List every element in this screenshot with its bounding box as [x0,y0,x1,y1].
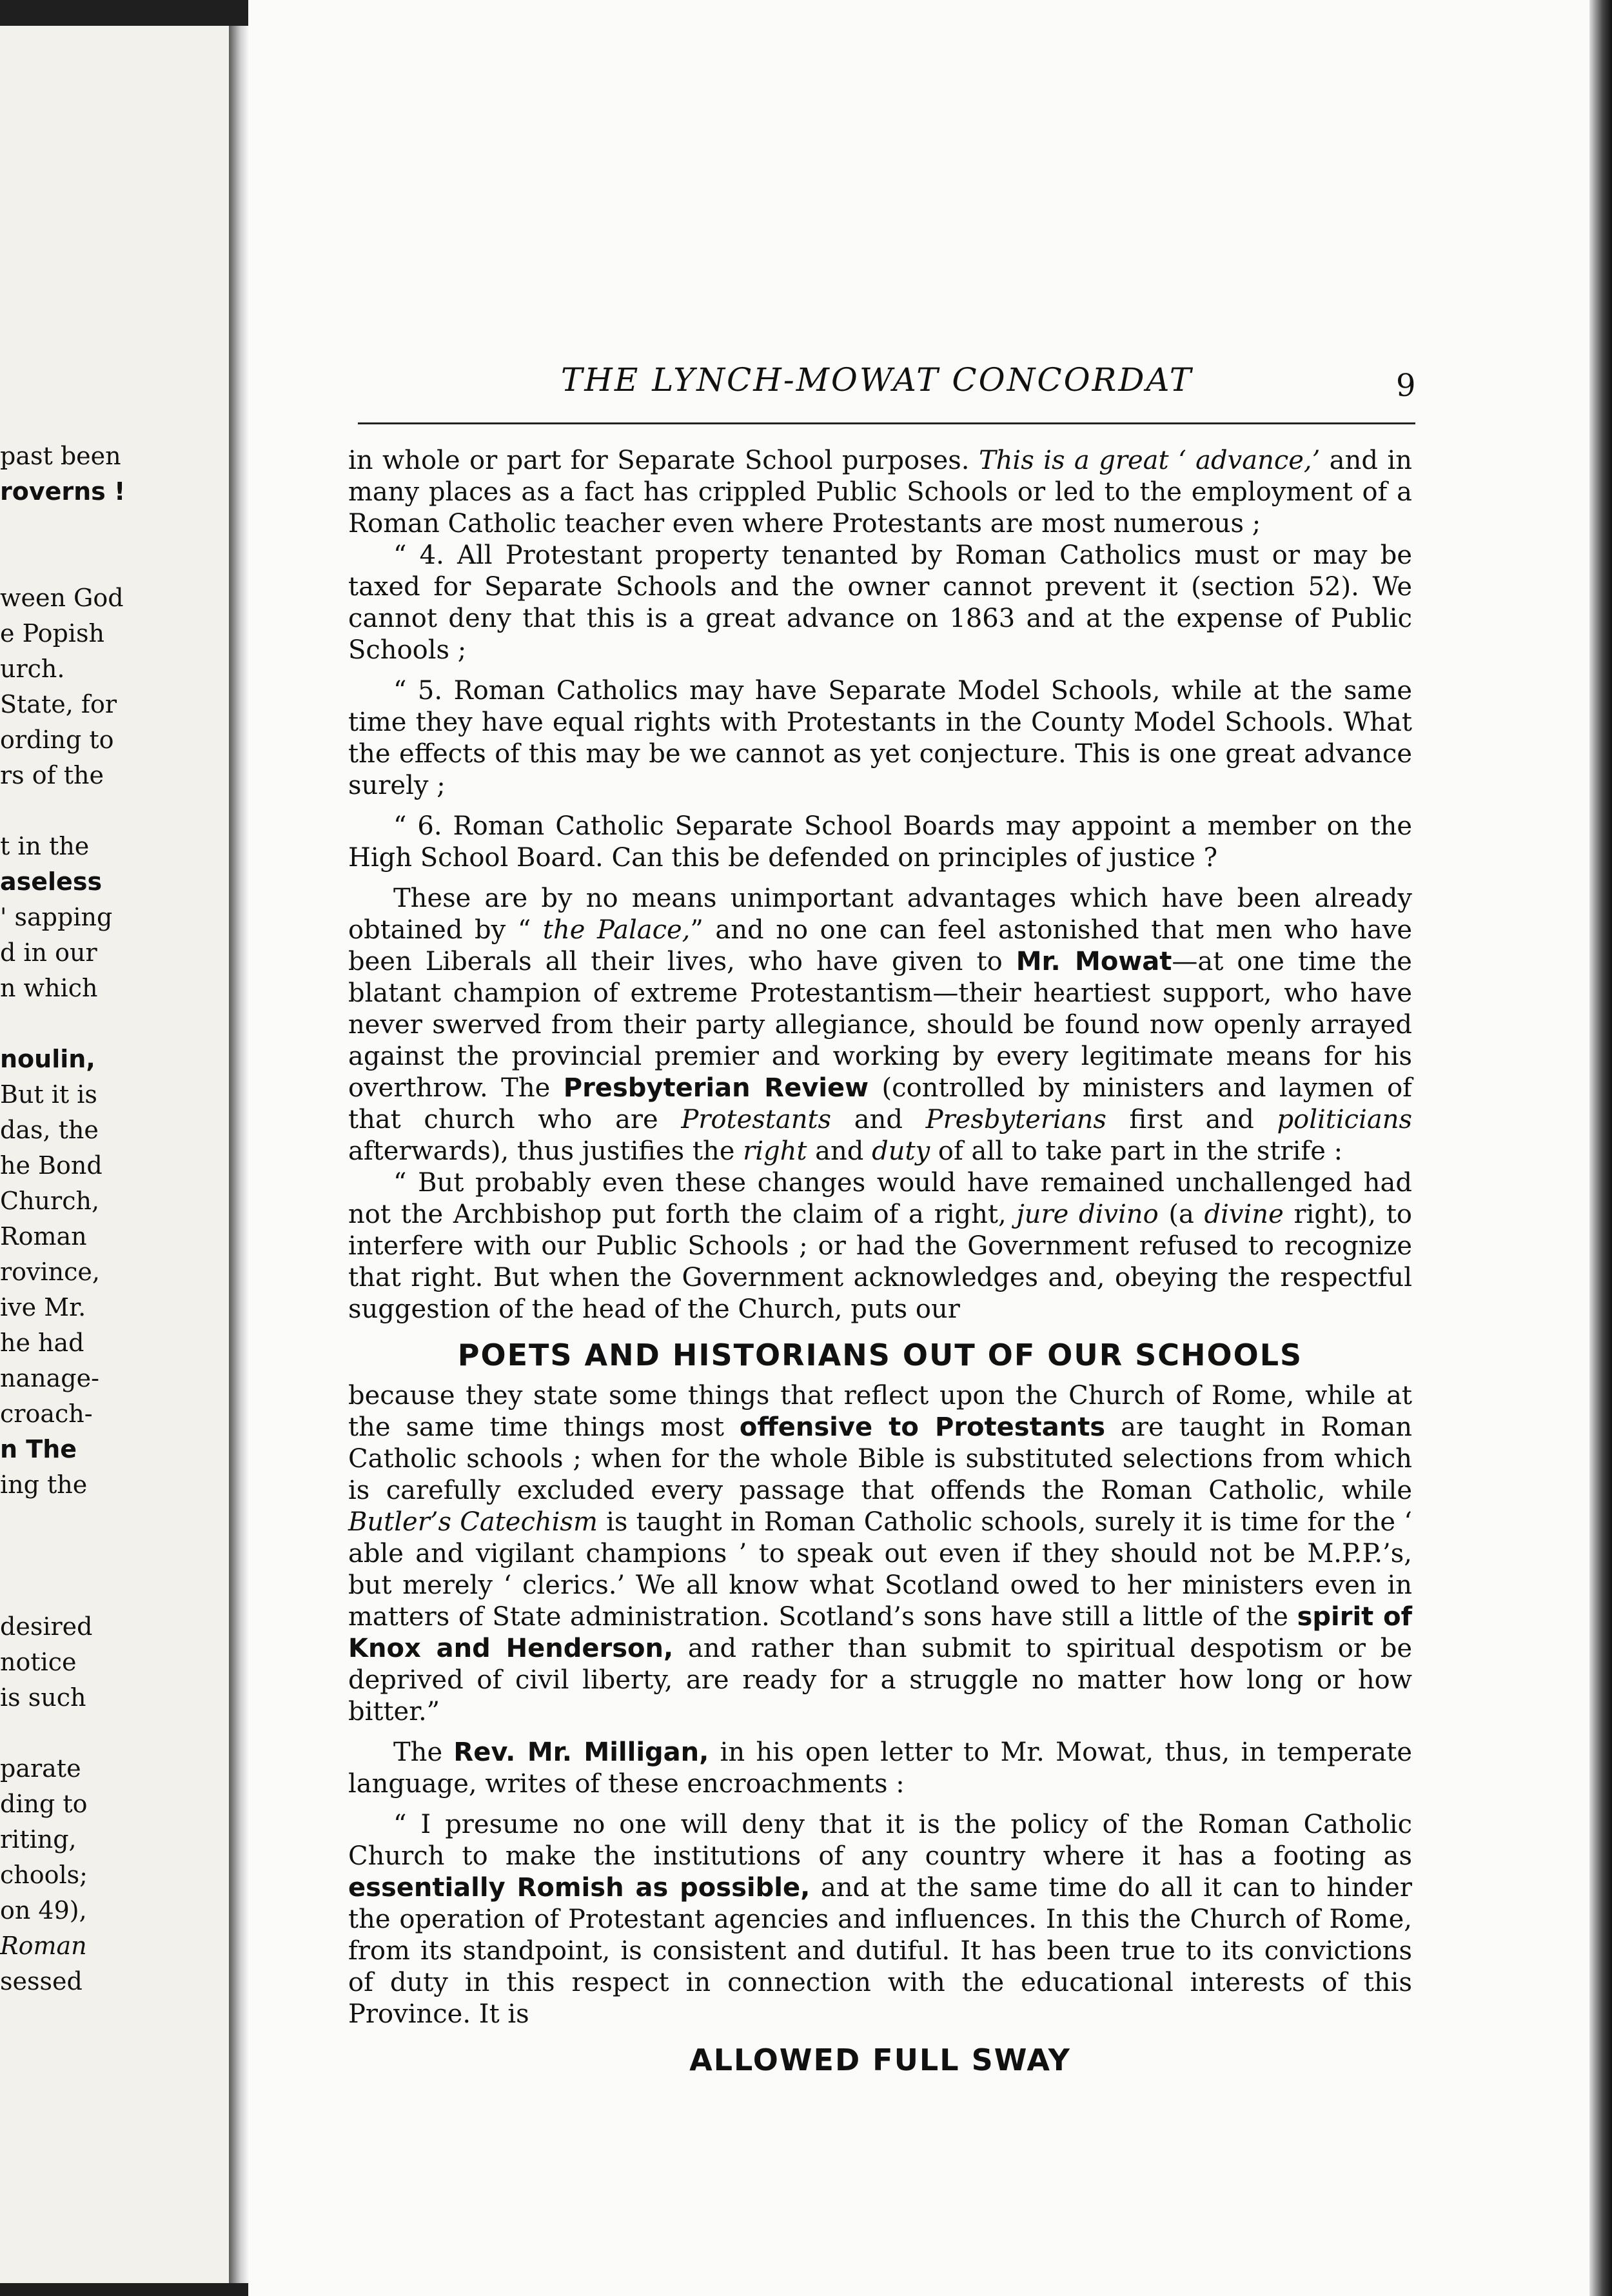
left-fragment-line: ive Mr. [0,1293,86,1321]
left-fragment-line: noulin, [0,1045,95,1073]
book-gutter [229,26,248,2283]
left-fragment-line: das, the [0,1116,99,1144]
left-fragment-line [0,1538,226,1574]
left-fragment-line [0,510,226,545]
left-fragment-line: rovince, [0,1258,100,1286]
left-fragment-line [0,1006,226,1042]
left-fragment-line: chools; [0,1861,88,1889]
left-fragment-line: on 49), [0,1896,87,1925]
left-fragment-line: past been [0,442,121,470]
left-fragment-line: Church, [0,1187,100,1215]
page-body [348,445,1412,2085]
paragraph-offensive: because they state some things that reflect upon the Church of Rome, while at the same time things most offensive to Protestants are taught in Roman Catholic schools ; when for the whole Bible is substituted selections from which is carefully excluded every passage that offends the Roman Catholic, while Butler’s Catechism is taught in Roman Catholic schools, surely it is time for the ‘ able and vigilant champions ’ to speak out even if they should not be M.P.P.’s, but merely ‘ clerics.’ We all know what Scotland owed to her ministers even in matters of State administration. Scotland’s sons have still a little of the spirit of Knox and Henderson, and rather than submit to spiritual despotism or be deprived of civil liberty, are ready for a struggle no matter how long or how bitter.” [348,1381,1413,1727]
left-fragment-line: ing the [0,1470,88,1499]
left-fragment-line: But it is [0,1080,97,1109]
left-fragment-line [0,545,226,580]
left-fragment-line: urch. [0,655,65,683]
left-fragment-line: t in the [0,832,90,860]
left-fragment-line: croach- [0,1400,93,1428]
left-fragment-line: ' sapping [0,903,113,931]
left-fragment-line: sessed [0,1967,83,1995]
left-fragment-line: rs of the [0,761,104,789]
left-fragment-line: ording to [0,726,114,754]
left-fragment-line [0,1716,226,1751]
paragraph-milligan-quote: “ I presume no one will deny that it is the policy of the Roman Catholic Church to make the institutions of any country where it has a footing as essentially Romish as possible, and at the same time do all it can to hinder the operation of Protestant agencies and influences. In this the Church of Rome, from its standpoint, is consistent and dutiful. It has been true to its convictions of duty in this respect in connection with the educational interests of this Province. It is [348,1810,1412,2029]
paragraph-quote-review: “ But probably even these changes would have remained unchallenged had not the Archbishop put forth the claim of a right, jure divino (a divine right), to interfere with our Public Schools ; or had the Government refused to recognize that right. But when the Government acknowledges and, obeying the respectful suggestion of the head of the Church, puts our [348,1168,1412,1324]
left-fragment-line: riting, [0,1825,77,1854]
left-fragment-line: he Bond [0,1151,103,1180]
left-fragment-line [0,1503,226,1538]
header-rule [358,422,1415,424]
left-fragment-line: State, for [0,690,117,718]
paragraph-1: in whole or part for Separate School purposes. This is a great ‘ advance,’ and in many places as a fact has crippled Public Schools or led to the employment of a Roman Catholic teacher even where Protestants are most numerous ; [348,446,1413,539]
left-fragment-line: e Popish [0,619,104,648]
left-fragment-line: is such [0,1683,86,1712]
paragraph-item-5: “ 5. Roman Catholics may have Separate Model Schools, while at the same time they have equal rights with Protestants in the County Model Schools. What the effects of this may be we cannot as yet conjecture. This is one great advance surely ; [348,676,1412,800]
paragraph-milligan: The Rev. Mr. Milligan, in his open letter to Mr. Mowat, thus, in temperate language, writes of these encroachments : [348,1737,1413,1799]
left-fragment-line: nanage- [0,1364,99,1392]
left-fragment-line: Roman [0,1222,87,1251]
running-head: THE LYNCH-MOWAT CONCORDAT [560,361,1194,399]
left-fragment-line: aseless [0,867,103,896]
left-fragment-line: d in our [0,938,97,967]
paragraph-item-6: “ 6. Roman Catholic Separate School Boards may appoint a member on the High School Board. Can this be defended on principles of justice ? [348,811,1412,873]
left-fragment-line: he had [0,1329,84,1357]
left-fragment-line: n which [0,974,98,1002]
left-fragment-line [0,1574,226,1609]
left-fragment-line: ding to [0,1790,88,1818]
left-fragment-line: desired [0,1612,93,1641]
left-fragment-line: Roman [0,1932,87,1960]
section-heading-poets: POETS AND HISTORIANS OUT OF OUR SCHOOLS [457,1338,1303,1372]
left-fragment-line: roverns ! [0,477,126,506]
left-fragment-line: ween God [0,584,124,612]
page-number: 9 [1396,368,1416,404]
page-edge-shadow [1589,0,1612,2296]
left-fragment-line: notice [0,1648,77,1676]
section-heading-full-sway: ALLOWED FULL SWAY [689,2043,1071,2077]
left-page [0,26,229,2283]
left-fragment-line: n The [0,1435,77,1463]
left-page-text-fragments [0,439,226,1999]
paragraph-advantages: These are by no means unimportant advantages which have been already obtained by “ the Palace,” and no one can feel astonished that men who have been Liberals all their lives, who have given to Mr. Mowat—at one time the blatant champion of extreme Protestantism—their heartiest support, who have never swerved from their party allegiance, should be found now openly arrayed against the provincial premier and working by every legitimate means for his overthrow. The Presbyterian Review (controlled by ministers and laymen of that church who are Protestants and Presbyterians first and politicians afterwards), thus justifies the right and duty of all to take part in the strife : [348,884,1412,1166]
left-fragment-line: parate [0,1754,81,1783]
paragraph-item-4: “ 4. All Protestant property tenanted by Roman Catholics must or may be taxed for Separate Schools and the owner cannot prevent it (section 52). We cannot deny that this is a great advance on 1863 and at the expense of Public Schools ; [348,540,1412,665]
left-fragment-line [0,793,226,829]
